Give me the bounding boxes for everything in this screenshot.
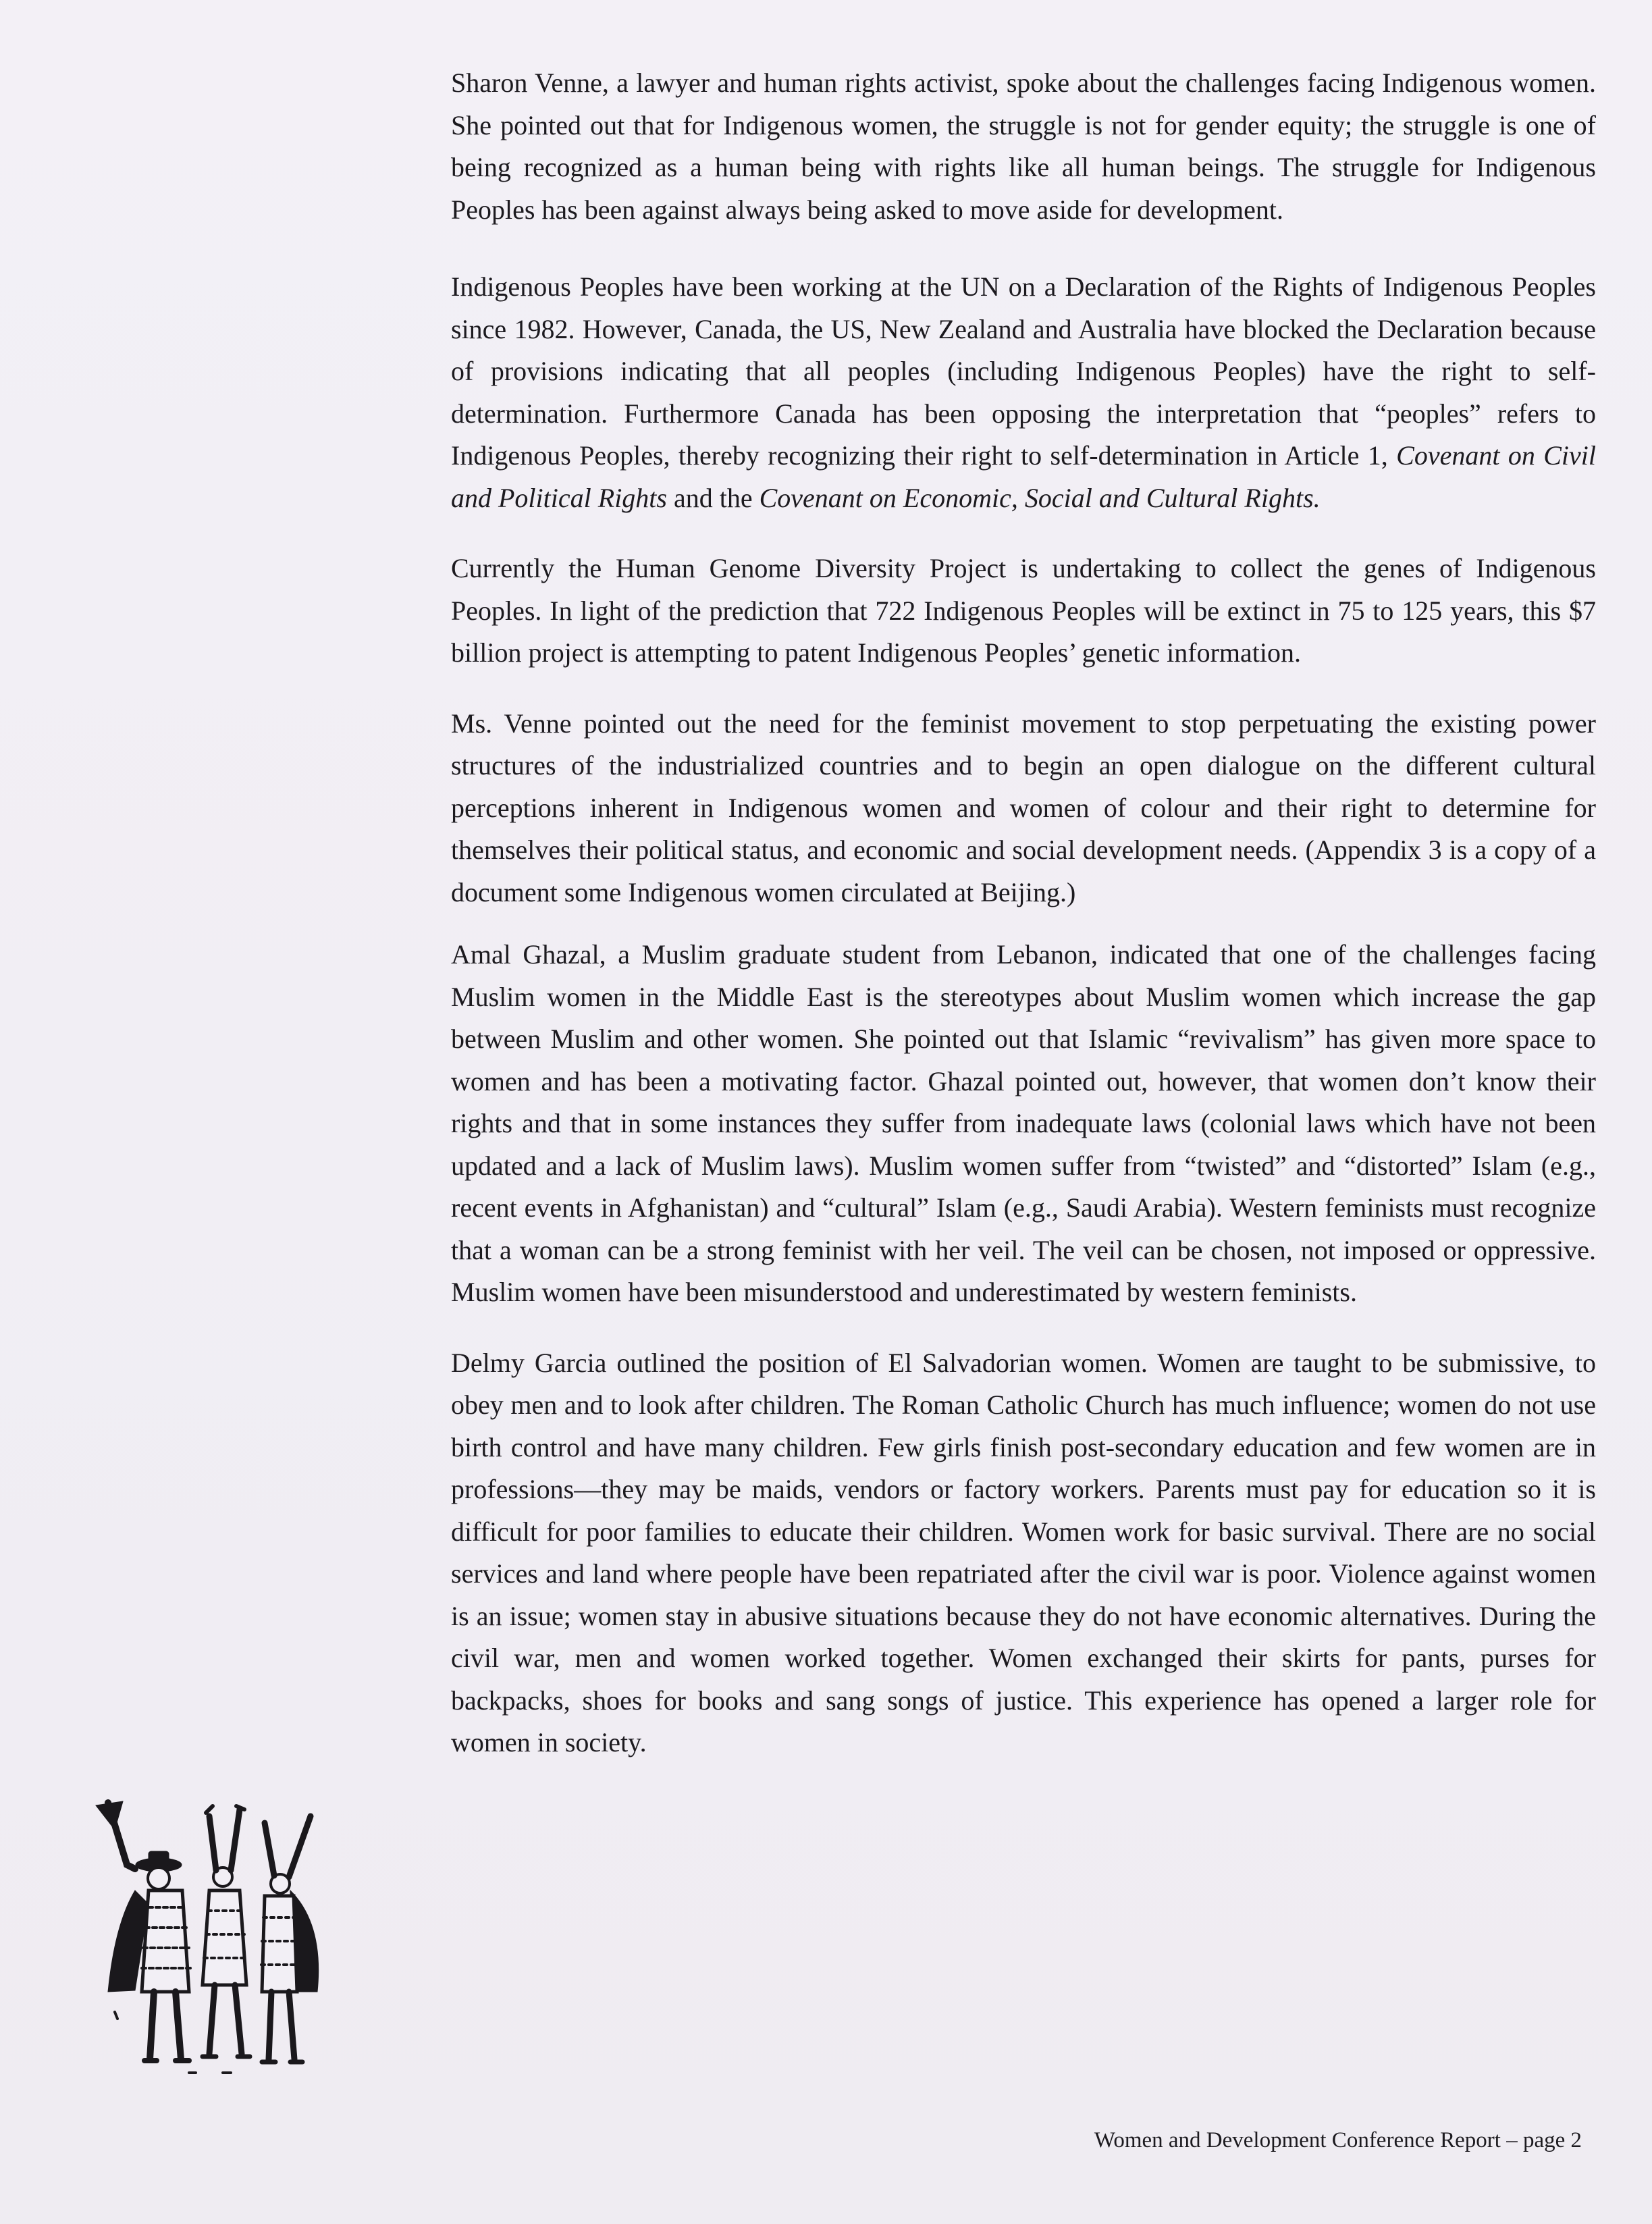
- covenant-economic-social-title: Covenant on Economic, Social and Cultural Rights.: [759, 482, 1321, 513]
- covenant-civil-political-title: Covenant on Civil and Political Rights: [451, 440, 1596, 513]
- body-text: [451, 62, 1596, 1764]
- conjunction-text: and the: [666, 482, 760, 513]
- un-declaration-text: Indigenous Peoples have been working at the UN on a Declaration of the Rights of Indigenous Peoples since 1982. However, Canada, the US, New Zealand and Australia have blocked the Declaration because of provisions indicating that all peoples (including Indigenous Peoples) have the right to self-determination. Furthermore Canada has been opposing the interpretation that “peoples” refers to Indigenous Peoples, thereby recognizing their right to self-determination in Article 1,: [451, 271, 1596, 471]
- page-footer: Women and Development Conference Report – page 2: [1094, 2128, 1582, 2152]
- paragraph-feminist-movement: Ms. Venne pointed out the need for the feminist movement to stop perpetuating the existing power structures of the industrialized countries and to begin an open dialogue on the different cultural perceptions inherent in Indigenous women and women of colour and their right to determine for themselves their political status, and economic and social development needs. (Appendix 3 is a copy of a document some Indigenous women circulated at Beijing.): [451, 708, 1596, 907]
- paragraph-genome-project: Currently the Human Genome Diversity Project is undertaking to collect the genes of Indigenous Peoples. In light of the prediction that 722 Indigenous Peoples will be extinct in 75 to 125 years, this $7 billion project is attempting to patent Indigenous Peoples’ genetic information.: [451, 553, 1596, 668]
- paragraph-venne-intro: Sharon Venne, a lawyer and human rights activist, spoke about the challenges facing Indigenous women. She pointed out that for Indigenous women, the struggle is not for gender equity; the struggle is one of being recognized as a human being with rights like all human beings. The struggle for Indigenous Peoples has been against always being asked to move aside for development.: [451, 68, 1596, 225]
- women-raising-arms-illustration: [88, 1789, 331, 2086]
- paragraph-ghazal: Amal Ghazal, a Muslim graduate student from Lebanon, indicated that one of the challenges facing Muslim women in the Middle East is the stereotypes about Muslim women which increase the gap between Muslim and other women. She pointed out that Islamic “revivalism” has given more space to women and has been a motivating factor. Ghazal pointed out, however, that women don’t know their rights and that in some instances they suffer from inadequate laws (colonial laws which have not been updated and a lack of Muslim laws). Muslim women suffer from “twisted” and “distorted” Islam (e.g., recent events in Afghanistan) and “cultural” Islam (e.g., Saudi Arabia). Western feminists must recognize that a woman can be a strong feminist with her veil. The veil can be chosen, not imposed or oppressive. Muslim women have been misunderstood and underestimated by western feminists.: [451, 939, 1596, 1307]
- paragraph-un-declaration: [451, 266, 1596, 519]
- paragraph-garcia: Delmy Garcia outlined the position of El Salvadorian women. Women are taught to be submissive, to obey men and to look after children. The Roman Catholic Church has much influence; women do not use birth control and have many children. Few girls finish post-secondary education and few women are in professions—they may be maids, vendors or factory workers. Parents must pay for education so it is difficult for poor families to educate their children. Women work for basic survival. There are no social services and land where people have been repatriated after the civil war is poor. Violence against women is an issue; women stay in abusive situations because they do not have economic alternatives. During the civil war, men and women worked together. Women exchanged their skirts for pants, purses for backpacks, shoes for books and sang songs of justice. This experience has opened a larger role for women in society.: [451, 1347, 1596, 1757]
